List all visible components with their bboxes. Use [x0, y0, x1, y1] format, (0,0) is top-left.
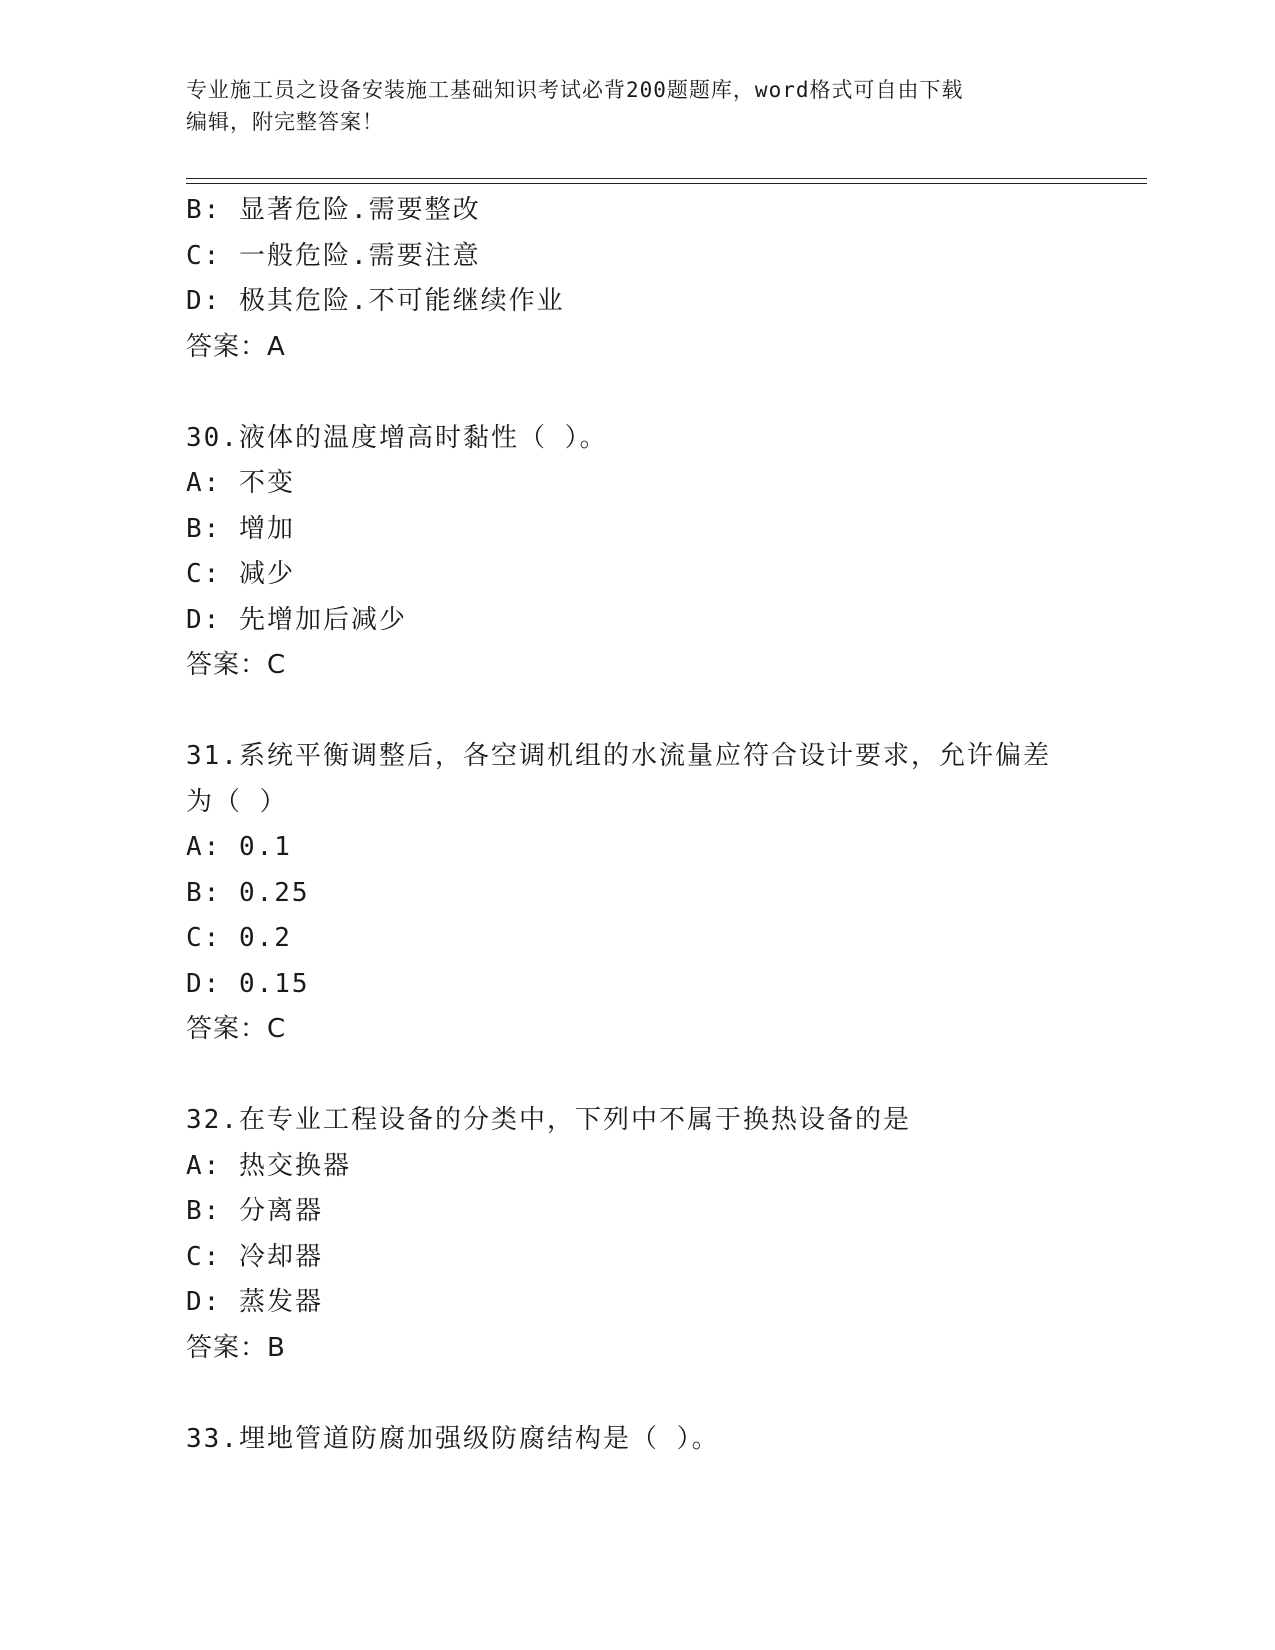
header-title-line-1: 专业施工员之设备安装施工基础知识考试必背200题题库，word格式可自由下载 — [186, 78, 964, 102]
question-text: 33.埋地管道防腐加强级防腐结构是（ ）。 — [186, 1423, 720, 1454]
question-30 — [186, 416, 1106, 689]
header-divider-top — [186, 178, 1147, 179]
spacer — [186, 370, 1106, 416]
spacer — [186, 689, 1106, 735]
answer: 答案：C — [186, 1014, 287, 1044]
question-29-tail — [186, 188, 1106, 370]
header-title-line-2: 编辑，附完整答案！ — [186, 110, 384, 134]
spacer — [186, 1371, 1106, 1417]
question-33 — [186, 1417, 1106, 1463]
question-text-line-2: 为（ ） — [186, 786, 288, 817]
option-d: D: 先增加后减少 — [186, 604, 407, 635]
option-d: D: 极其危险.不可能继续作业 — [186, 286, 565, 316]
option-c: C: 冷却器 — [186, 1241, 323, 1272]
question-31 — [186, 734, 1106, 1053]
option-a: A: 不变 — [186, 468, 295, 498]
question-32 — [186, 1098, 1106, 1371]
question-text-line-1: 31.系统平衡调整后，各空调机组的水流量应符合设计要求，允许偏差 — [186, 741, 1051, 771]
header-divider-bottom — [186, 183, 1147, 184]
option-c: C: 一般危险.需要注意 — [186, 240, 481, 271]
option-a: A: 0.1 — [186, 832, 292, 862]
option-c: C: 0.2 — [186, 923, 292, 953]
option-a: A: 热交换器 — [186, 1150, 351, 1181]
option-b: B: 分离器 — [186, 1196, 323, 1226]
document-header — [186, 74, 1086, 138]
option-c: C: 减少 — [186, 559, 295, 589]
spacer — [186, 1053, 1106, 1099]
question-list — [186, 188, 1106, 1462]
option-b: B: 0.25 — [186, 877, 310, 908]
option-d: D: 0.15 — [186, 968, 310, 999]
option-b: B: 增加 — [186, 513, 295, 544]
answer: 答案：A — [186, 331, 286, 362]
answer: 答案：C — [186, 650, 287, 680]
question-text: 32.在专业工程设备的分类中，下列中不属于换热设备的是 — [186, 1105, 911, 1135]
option-b: B: 显著危险.需要整改 — [186, 195, 481, 225]
answer: 答案：B — [186, 1332, 286, 1363]
option-d: D: 蒸发器 — [186, 1287, 323, 1317]
question-text: 30.液体的温度增高时黏性（ ）。 — [186, 422, 608, 453]
